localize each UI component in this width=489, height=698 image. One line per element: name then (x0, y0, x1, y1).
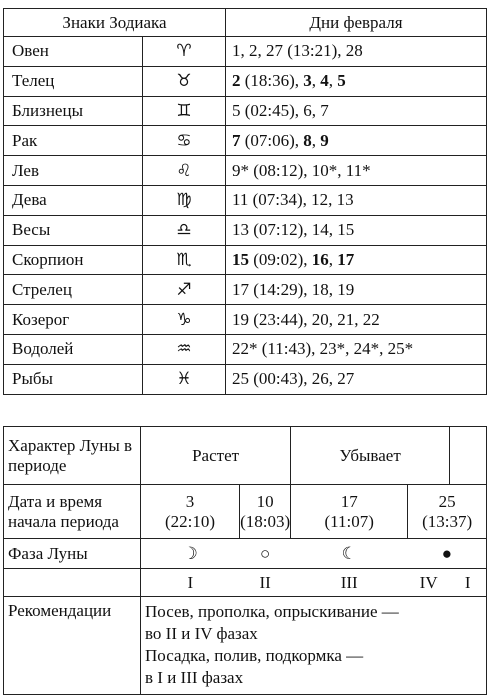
day-text: , (311, 71, 321, 91)
zodiac-days (226, 126, 487, 156)
zodiac-days (226, 96, 487, 126)
zodiac-sign-name: Весы (4, 215, 143, 245)
date-day: 17 (340, 491, 358, 511)
date-day: 10 (256, 491, 274, 511)
phase-roman-2: II (240, 569, 291, 597)
phase-roman-3: III (291, 569, 408, 597)
moon-growing-label: Растет (141, 427, 291, 485)
zodiac-sign-name: Овен (4, 37, 143, 67)
date-time-label: Дата и время начала периода (4, 485, 141, 539)
day-text: 22* (11:43), 23*, 24*, 25* (232, 339, 414, 359)
moon-phase-table (3, 426, 487, 695)
zodiac-sign-name: Водолей (4, 334, 143, 364)
date-time: (13:37) (422, 511, 473, 531)
zodiac-row (4, 156, 487, 186)
zodiac-row (4, 185, 487, 215)
phase-icon-full-moon: ○ (240, 539, 291, 569)
header-zodiac-signs: Знаки Зодиака (4, 9, 226, 37)
zodiac-days (226, 275, 487, 305)
zodiac-days (226, 156, 487, 186)
bold-day: 4 (320, 71, 329, 91)
zodiac-row (4, 126, 487, 156)
zodiac-sign-name: Рак (4, 126, 143, 156)
bold-day: 16 (311, 249, 329, 269)
day-text: (18:36), (240, 71, 304, 91)
zodiac-symbol-icon: ♏︎ (143, 245, 226, 275)
zodiac-symbol-icon: ♊︎ (143, 96, 226, 126)
zodiac-sign-name: Близнецы (4, 96, 143, 126)
zodiac-table (3, 8, 487, 395)
zodiac-row (4, 66, 487, 96)
zodiac-sign-name: Рыбы (4, 364, 143, 394)
bold-day: 5 (337, 71, 346, 91)
zodiac-days (226, 185, 487, 215)
date-time: (18:03) (240, 511, 291, 531)
day-text: , (328, 71, 338, 91)
zodiac-symbol-icon: ♉︎ (143, 66, 226, 96)
date-day: 25 (438, 491, 456, 511)
bold-day: 2 (232, 71, 241, 91)
moon-blank-cell (450, 427, 487, 485)
day-text: 5 (02:45), 6, 7 (232, 100, 329, 120)
zodiac-symbol-icon: ♎︎ (143, 215, 226, 245)
date-time: (22:10) (165, 511, 216, 531)
bold-day: 15 (232, 249, 249, 269)
zodiac-days (226, 305, 487, 335)
date-time: (11:07) (324, 511, 374, 531)
day-text: 13 (07:12), 14, 15 (232, 220, 355, 240)
zodiac-days (226, 245, 487, 275)
moon-character-label: Характер Луны в периоде (4, 427, 141, 485)
phase-roman-4: IV (408, 569, 450, 597)
day-text: 9* (08:12), 10*, 11* (232, 160, 371, 180)
day-text: 11 (07:34), 12, 13 (232, 190, 354, 210)
bold-day: 7 (232, 130, 241, 150)
rec-line: Посев, прополка, опрыскивание — (145, 602, 399, 621)
zodiac-row (4, 245, 487, 275)
zodiac-sign-name: Козерог (4, 305, 143, 335)
zodiac-symbol-icon: ♒︎ (143, 334, 226, 364)
zodiac-row (4, 275, 487, 305)
moon-phase-label: Фаза Луны (4, 539, 141, 569)
zodiac-row (4, 37, 487, 67)
zodiac-row (4, 96, 487, 126)
date-cell-2 (240, 485, 291, 539)
zodiac-row (4, 334, 487, 364)
phase-icon-first-quarter: ☽ (141, 539, 240, 569)
bold-day: 3 (303, 71, 312, 91)
date-cell-3 (291, 485, 408, 539)
phase-roman-1: I (141, 569, 240, 597)
day-text: 17 (14:29), 18, 19 (232, 279, 355, 299)
date-day: 3 (185, 491, 195, 511)
zodiac-days (226, 215, 487, 245)
day-text: (07:06), (240, 130, 304, 150)
zodiac-days (226, 364, 487, 394)
day-text: 1, 2, 27 (13:21), 28 (232, 41, 363, 61)
zodiac-symbol-icon: ♋︎ (143, 126, 226, 156)
zodiac-symbol-icon: ♈︎ (143, 37, 226, 67)
rec-line: Посадка, полив, подкормка — (145, 646, 364, 665)
bold-day: 8 (303, 130, 312, 150)
zodiac-symbol-icon: ♑︎ (143, 305, 226, 335)
zodiac-sign-name: Телец (4, 66, 143, 96)
date-cell-1 (141, 485, 240, 539)
zodiac-row (4, 305, 487, 335)
zodiac-days (226, 334, 487, 364)
zodiac-sign-name: Лев (4, 156, 143, 186)
zodiac-row (4, 364, 487, 394)
day-text: , (328, 249, 338, 269)
zodiac-sign-name: Стрелец (4, 275, 143, 305)
day-text: 19 (23:44), 20, 21, 22 (232, 309, 380, 329)
moon-waning-label: Убывает (291, 427, 450, 485)
zodiac-sign-name: Дева (4, 185, 143, 215)
zodiac-symbol-icon: ♍︎ (143, 185, 226, 215)
date-cell-4 (408, 485, 487, 539)
zodiac-days (226, 66, 487, 96)
recommendations-label: Рекомендации (4, 597, 141, 695)
rec-line: во II и IV фазах (145, 624, 258, 643)
zodiac-days (226, 37, 487, 67)
bold-day: 9 (320, 130, 329, 150)
rec-line: в I и III фазах (145, 668, 244, 687)
zodiac-sign-name: Скорпион (4, 245, 143, 275)
day-text: , (311, 130, 321, 150)
zodiac-symbol-icon: ♌︎ (143, 156, 226, 186)
zodiac-symbol-icon: ♐︎ (143, 275, 226, 305)
bold-day: 17 (337, 249, 355, 269)
phase-icon-last-quarter: ☾ (291, 539, 408, 569)
header-february-days: Дни февраля (226, 9, 487, 37)
day-text: 25 (00:43), 26, 27 (232, 369, 355, 389)
phase-icon-new-moon: ● (408, 539, 487, 569)
zodiac-symbol-icon: ♓︎ (143, 364, 226, 394)
roman-blank (4, 569, 141, 597)
recommendations-text (141, 597, 487, 695)
phase-roman-5: I (450, 569, 487, 597)
day-text: (09:02), (249, 249, 312, 269)
zodiac-row (4, 215, 487, 245)
